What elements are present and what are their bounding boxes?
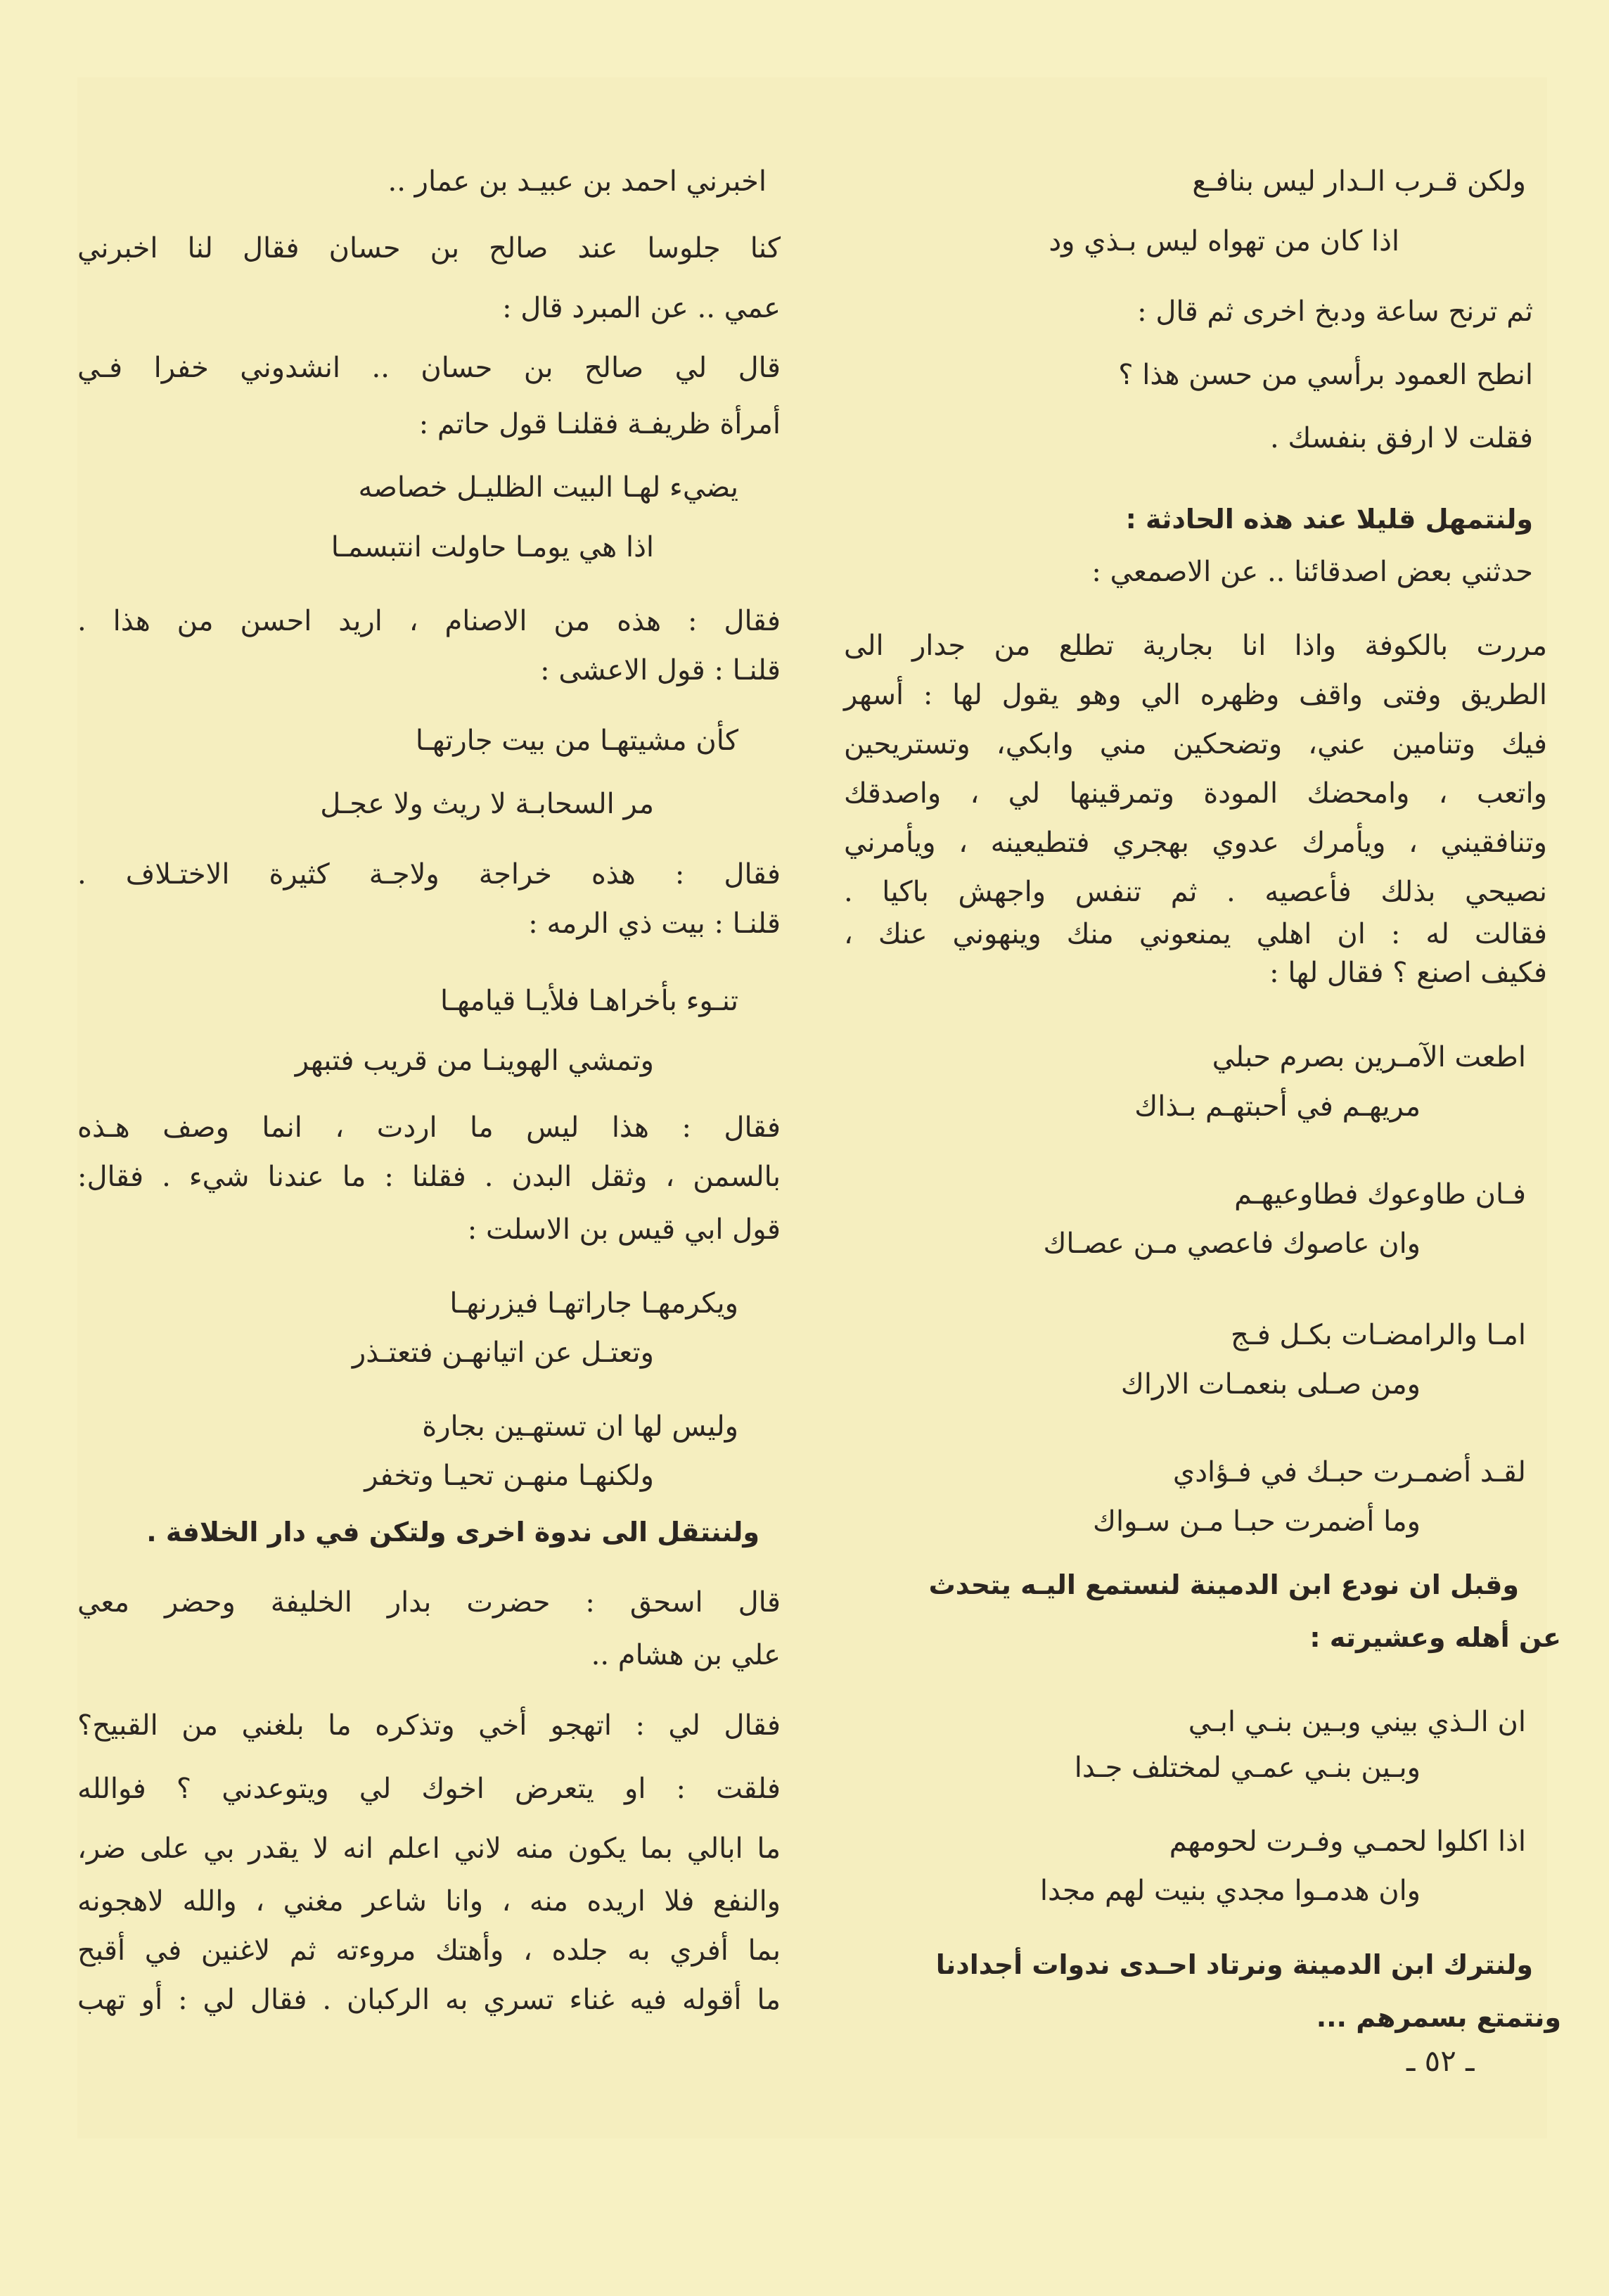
verse-line: ويكرمهـا جاراتهـا فيزرنهـا	[449, 1287, 738, 1320]
verse-line: ان الـذي بيني وبـين بنـي ابـي	[1188, 1706, 1526, 1738]
verse-line: امـا والرامضـات بكـل فـج	[1231, 1319, 1526, 1351]
verse-line: مريهـم في أحبتهـم بـذاك	[1134, 1090, 1421, 1123]
page	[77, 77, 1561, 2138]
text-line: قال لي صالح بن حسان .. انشدوني خفرا فـي	[77, 352, 781, 384]
section-heading: ونتمتع بسمرهم ...	[1316, 2002, 1561, 2033]
section-heading: ولنتمهل قليلا عند هذه الحادثة :	[1125, 504, 1533, 535]
verse-line: وليس لها ان تستهـين بجارة	[422, 1410, 738, 1443]
verse-line: كأن مشيتهـا من بيت جارتهـا	[415, 725, 738, 757]
text-line: فقال : هذا ليس ما اردت ، انما وصف هـذه	[77, 1111, 781, 1144]
section-heading: ولنترك ابن الدمينة ونرتاد احـدى ندوات أجدادنا	[935, 1949, 1533, 1980]
verse-line: اذا اكلوا لحمـي وفـرت لحومهم	[1169, 1825, 1526, 1858]
section-heading: عن أهله وعشيرته :	[1309, 1622, 1561, 1653]
verse-line: اذا كان من تهواه ليس بـذي ود	[1049, 225, 1399, 257]
section-heading: ولننتقل الى ندوة اخرى ولتكن في دار الخلافة .	[146, 1517, 759, 1548]
text-line: أمرأة ظريفـة فقلنـا قول حاتم :	[418, 408, 781, 440]
text-line: عمي .. عن المبرد قال :	[502, 292, 781, 324]
text-line: حدثني بعض اصدقائنا .. عن الاصمعي :	[1091, 556, 1533, 588]
text-line: فلقت : او يتعرض اخوك لي ويتوعدني ؟ فوالله	[77, 1773, 781, 1805]
text-line: كنا جلوسا عند صالح بن حسان فقال لنا اخبرني	[77, 232, 781, 264]
text-line: علي بن هشام ..	[591, 1639, 781, 1671]
verse-line: اذا هي يومـا حاولت انتبسمـا	[331, 531, 654, 563]
verse-line: وتمشي الهوينـا من قريب فتبهر	[295, 1045, 654, 1077]
verse-line: وان هدمـوا مجدي بنيت لهم مجدا	[1039, 1875, 1421, 1907]
text-line: بما أفري به جلده ، وأهتك مروءته ثم لاغنين في أقبح	[77, 1934, 781, 1967]
text-line: قلنـا : بيت ذي الرمه :	[528, 907, 781, 940]
text-line: فكيف اصنع ؟ فقال لها :	[1269, 957, 1547, 989]
verse-line: مر السحابـة لا ريث ولا عجـل	[320, 788, 654, 820]
verse-line: اطعت الآمـرين بصرم حبلي	[1212, 1041, 1526, 1073]
text-line: بالسمن ، وثقل البدن . فقلنا : ما عندنا شيء . فقال:	[77, 1161, 781, 1193]
text-line: الطريق وفتى واقف وظهره الي وهو يقول لها : أسهر	[844, 679, 1547, 711]
text-line: اخبرني احمد بن عبيـد بن عمار ..	[387, 165, 767, 198]
verse-line: تنـوء بأخراهـا فلأيـا قيامهـا	[440, 985, 738, 1017]
text-line: ما أقوله فيه غناء تسري به الركبان . فقال لي : أو تهب	[77, 1984, 781, 2016]
verse-line: لقـد أضمـرت حبـك في فـؤادي	[1172, 1456, 1526, 1488]
verse-line: ولكنهـا منهـن تحيـا وتخفر	[364, 1460, 654, 1492]
text-line: فقال : هذه خراجة ولاجـة كثيرة الاختـلاف .	[77, 858, 781, 891]
verse-line: يضيء لهـا البيت الظليـل خصاصه	[358, 471, 738, 504]
verse-line: وبـين بنـي عمـي لمختلف جـدا	[1074, 1752, 1421, 1784]
verse-line: ولكن قـرب الـدار ليس بنافـع	[1192, 165, 1526, 198]
text-line: والنفع فلا اريده منه ، وانا شاعر مغني ، والله لاهجونه	[77, 1885, 781, 1918]
verse-line: وما أضمرت حبـا مـن سـواك	[1093, 1505, 1421, 1538]
text-line: انطح العمود برأسي من حسن هذا ؟	[1118, 359, 1533, 391]
text-line: مررت بالكوفة واذا انا بجارية تطلع من جدار الى	[844, 630, 1547, 662]
page-number: ـ ٥٢ ـ	[1406, 2043, 1475, 2078]
text-line: فقلت لا ارفق بنفسك .	[1269, 422, 1533, 454]
text-line: فقال لي : اتهجو أخي وتذكره ما بلغني من القبيح؟	[77, 1709, 781, 1742]
text-line: قول ابي قيس بن الاسلت :	[467, 1213, 781, 1246]
text-line: واتعب ، وامحضك المودة وتمرقينها لي ، واصدقك	[844, 777, 1547, 810]
text-line: نصيحي بذلك فأعصيه . ثم تنفس واجهش باكيا .	[844, 876, 1547, 908]
text-line: فقالت له : ان اهلي يمنعوني منك وينهوني عنك ،	[844, 918, 1547, 950]
verse-line: فـان طاوعوك فطاوعيهـم	[1234, 1178, 1526, 1211]
text-line: قال اسحق : حضرت بدار الخليفة وحضر معي	[77, 1586, 781, 1619]
text-line: فيك وتنامين عني، وتضحكين مني وابكي، وتستريحين	[844, 728, 1547, 760]
text-line: وتنافقيني ، ويأمرك عدوي بهجري فتطيعينه ، ويأمرني	[844, 827, 1547, 859]
text-line: ثم ترنح ساعة ودبخ اخرى ثم قال :	[1137, 295, 1533, 328]
text-line: ما ابالي بما يكون منه لاني اعلم انه لا يقدر بي على ضر،	[77, 1832, 781, 1865]
verse-line: وتعتـل عن اتيانهـن فتعتـذر	[352, 1337, 654, 1369]
verse-line: ومن صـلى بنعمـات الاراك	[1120, 1368, 1421, 1401]
section-heading: وقبل ان نودع ابن الدمينة لنستمع اليـه يتحدث	[928, 1569, 1519, 1600]
text-line: قلنـا : قول الاعشى :	[540, 654, 781, 687]
text-line: فقال : هذه من الاصنام ، اريد احسن من هذا .	[77, 605, 781, 637]
verse-line: وان عاصوك فاعصي مـن عصـاك	[1043, 1227, 1421, 1260]
